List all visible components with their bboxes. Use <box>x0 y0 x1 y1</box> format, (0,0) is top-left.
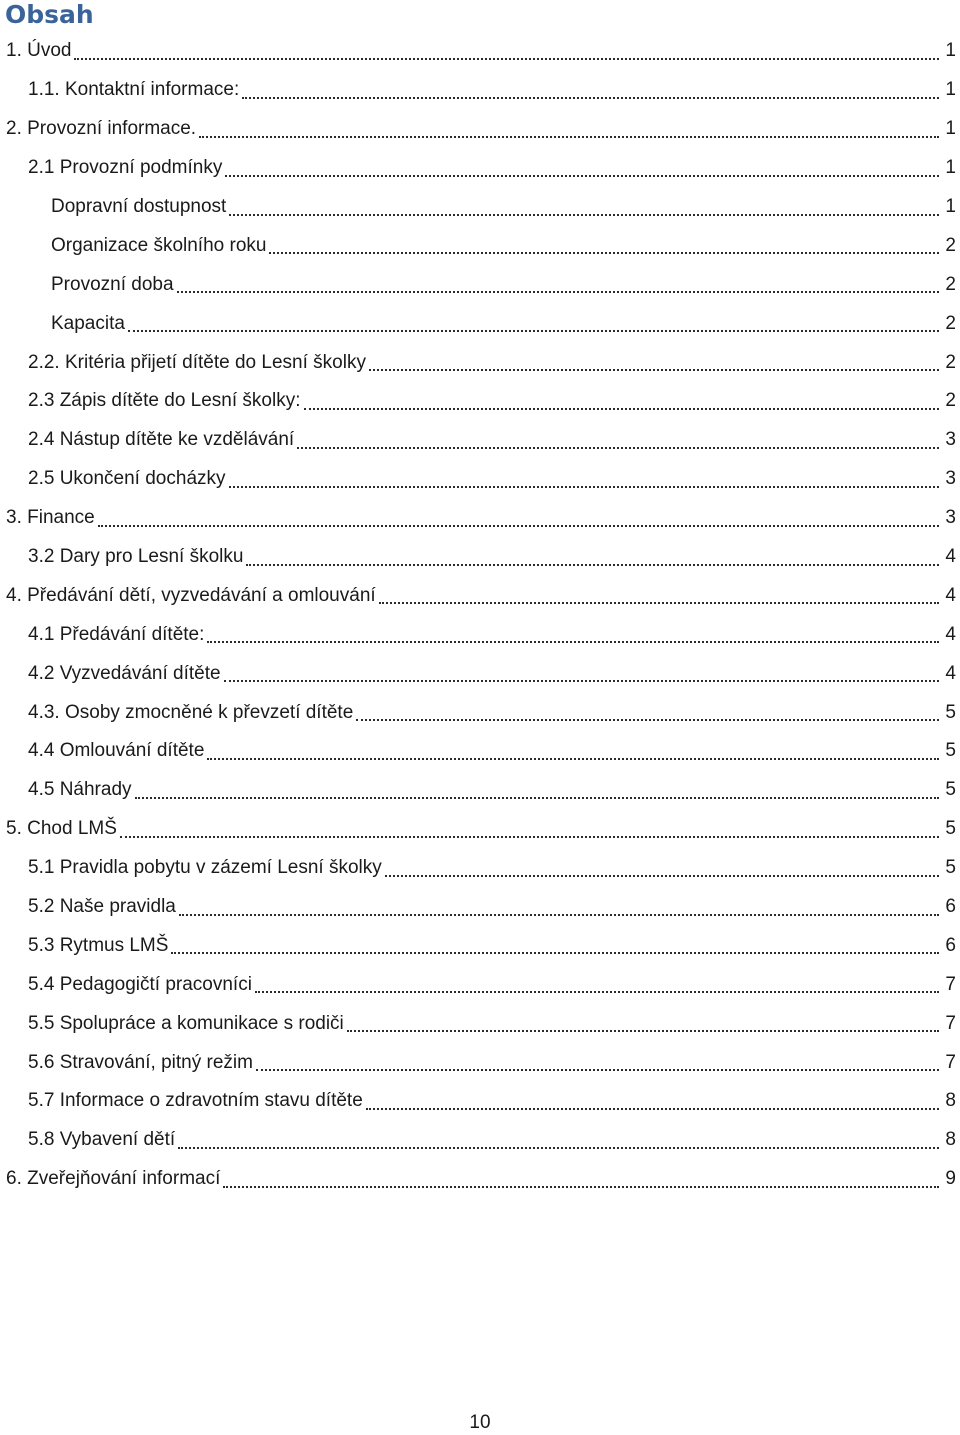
toc-entry[interactable] <box>0 188 960 227</box>
toc-entry[interactable] <box>0 810 960 849</box>
dot-leader <box>242 96 939 99</box>
toc-entry-page-number: 7 <box>945 973 956 995</box>
toc-entry-title: 4.1 Předávání dítěte: <box>28 623 205 645</box>
toc-entry[interactable] <box>0 732 960 771</box>
dot-leader <box>179 913 939 916</box>
toc-entry[interactable] <box>0 1082 960 1121</box>
toc-entry-page-number: 7 <box>945 1051 956 1073</box>
dot-leader <box>229 485 939 488</box>
dot-leader <box>347 1029 939 1032</box>
toc-entry-title: 4. Předávání dětí, vyzvedávání a omlouvání <box>6 584 376 606</box>
dot-leader <box>269 251 939 254</box>
toc-entry[interactable] <box>0 926 960 965</box>
dot-leader <box>356 718 939 721</box>
toc-entry-title: Provozní doba <box>51 273 174 295</box>
toc-entry-page-number: 4 <box>945 662 956 684</box>
toc-entry-page-number: 2 <box>945 273 956 295</box>
toc-entry-title: Dopravní dostupnost <box>51 196 227 217</box>
dot-leader <box>229 213 939 216</box>
toc-entry-title: 5.4 Pedagogičtí pracovníci <box>28 973 252 995</box>
dot-leader <box>177 290 939 293</box>
toc-entry[interactable] <box>0 110 960 149</box>
toc-entry[interactable] <box>0 149 960 188</box>
table-of-contents <box>0 32 960 1199</box>
toc-entry-page-number: 1 <box>945 118 956 140</box>
toc-entry-page-number: 1 <box>945 79 956 101</box>
dot-leader <box>379 601 939 604</box>
toc-entry-title: 4.2 Vyzvedávání dítěte <box>28 662 221 684</box>
dot-leader <box>369 368 939 371</box>
toc-entry-title: 5.3 Rytmus LMŠ <box>28 934 169 956</box>
toc-entry[interactable] <box>0 304 960 343</box>
toc-entry-page-number: 2 <box>945 390 956 412</box>
toc-entry[interactable] <box>0 499 960 538</box>
toc-entry[interactable] <box>0 538 960 577</box>
dot-leader <box>178 1146 939 1149</box>
toc-entry-page-number: 3 <box>945 468 956 490</box>
toc-entry-title: 1. Úvod <box>6 40 72 62</box>
dot-leader <box>246 563 939 566</box>
toc-entry[interactable] <box>0 265 960 304</box>
toc-entry-page-number: 5 <box>945 857 956 879</box>
toc-entry-title: 5.5 Spolupráce a komunikace s rodiči <box>28 1012 344 1034</box>
toc-entry-page-number: 4 <box>945 546 956 568</box>
toc-entry-title: 3.2 Dary pro Lesní školku <box>28 546 244 568</box>
toc-entry[interactable] <box>0 693 960 732</box>
toc-entry[interactable] <box>0 1121 960 1160</box>
toc-entry[interactable] <box>0 576 960 615</box>
dot-leader <box>224 679 939 682</box>
toc-entry-page-number: 1 <box>945 157 956 179</box>
toc-entry[interactable] <box>0 654 960 693</box>
dot-leader <box>366 1107 939 1110</box>
toc-entry-page-number: 1 <box>945 196 956 217</box>
toc-entry-page-number: 2 <box>945 312 956 334</box>
dot-leader <box>385 874 939 877</box>
toc-entry[interactable] <box>0 343 960 382</box>
dot-leader <box>199 135 939 138</box>
toc-entry-page-number: 9 <box>945 1168 956 1190</box>
toc-heading: Obsah <box>5 0 94 29</box>
toc-entry[interactable] <box>0 421 960 460</box>
toc-entry[interactable] <box>0 1004 960 1043</box>
toc-entry-page-number: 1 <box>945 40 956 62</box>
dot-leader <box>255 990 939 993</box>
toc-entry-title: 1.1. Kontaktní informace: <box>28 79 240 101</box>
toc-entry-page-number: 5 <box>945 779 956 801</box>
dot-leader <box>297 446 939 449</box>
toc-entry-title: 5.2 Naše pravidla <box>28 896 176 918</box>
toc-entry-title: 5.7 Informace o zdravotním stavu dítěte <box>28 1090 363 1112</box>
dot-leader <box>135 796 939 799</box>
dot-leader <box>225 174 939 177</box>
toc-entry[interactable] <box>0 71 960 110</box>
toc-entry-title: 2.2. Kritéria přijetí dítěte do Lesní školky <box>28 351 366 373</box>
toc-entry-title: 5. Chod LMŠ <box>6 818 117 840</box>
dot-leader <box>223 1185 939 1188</box>
toc-entry-title: Kapacita <box>51 312 125 334</box>
dot-leader <box>120 835 939 838</box>
toc-entry[interactable] <box>0 382 960 421</box>
toc-entry[interactable] <box>0 32 960 71</box>
toc-entry-page-number: 5 <box>945 818 956 840</box>
toc-entry[interactable] <box>0 888 960 927</box>
toc-entry-page-number: 2 <box>945 351 956 373</box>
toc-entry-title: 5.1 Pravidla pobytu v zázemí Lesní školky <box>28 857 382 879</box>
toc-entry[interactable] <box>0 849 960 888</box>
toc-entry[interactable] <box>0 965 960 1004</box>
toc-entry-title: 5.6 Stravování, pitný režim <box>28 1051 253 1073</box>
toc-entry-page-number: 5 <box>945 740 956 762</box>
toc-entry[interactable] <box>0 460 960 499</box>
dot-leader <box>98 524 939 527</box>
dot-leader <box>171 951 939 954</box>
toc-entry[interactable] <box>0 226 960 265</box>
dot-leader <box>128 329 939 332</box>
toc-entry-title: 2. Provozní informace. <box>6 118 197 140</box>
toc-entry[interactable] <box>0 615 960 654</box>
toc-entry[interactable] <box>0 1160 960 1199</box>
dot-leader <box>207 757 939 760</box>
toc-entry-page-number: 3 <box>945 507 956 529</box>
toc-entry-page-number: 4 <box>945 623 956 645</box>
toc-entry-page-number: 7 <box>945 1012 956 1034</box>
toc-entry-page-number: 8 <box>945 1090 956 1112</box>
toc-entry[interactable] <box>0 771 960 810</box>
toc-entry-page-number: 4 <box>945 584 956 606</box>
toc-entry-title: 2.3 Zápis dítěte do Lesní školky: <box>28 390 301 412</box>
toc-entry-page-number: 2 <box>945 234 956 256</box>
toc-entry[interactable] <box>0 1043 960 1082</box>
toc-entry-page-number: 3 <box>945 429 956 451</box>
toc-entry-page-number: 5 <box>945 701 956 723</box>
dot-leader <box>207 640 939 643</box>
toc-entry-title: 6. Zveřejňování informací <box>6 1168 221 1190</box>
toc-entry-title: 3. Finance <box>6 507 95 529</box>
toc-entry-title: 2.5 Ukončení docházky <box>28 468 226 490</box>
page-number: 10 <box>469 1412 491 1433</box>
toc-entry-title: 4.5 Náhrady <box>28 779 132 801</box>
toc-entry-title: 4.3. Osoby zmocněné k převzetí dítěte <box>28 701 354 723</box>
toc-entry-title: 2.1 Provozní podmínky <box>28 157 223 179</box>
dot-leader <box>74 57 939 60</box>
toc-entry-page-number: 8 <box>945 1129 956 1151</box>
toc-entry-title: 5.8 Vybavení dětí <box>28 1129 176 1151</box>
toc-entry-title: Organizace školního roku <box>51 234 267 256</box>
toc-entry-title: 4.4 Omlouvání dítěte <box>28 740 205 762</box>
toc-entry-title: 2.4 Nástup dítěte ke vzdělávání <box>28 429 295 451</box>
dot-leader <box>304 407 940 410</box>
dot-leader <box>256 1068 939 1071</box>
toc-entry-page-number: 6 <box>945 934 956 956</box>
toc-entry-page-number: 6 <box>945 896 956 918</box>
